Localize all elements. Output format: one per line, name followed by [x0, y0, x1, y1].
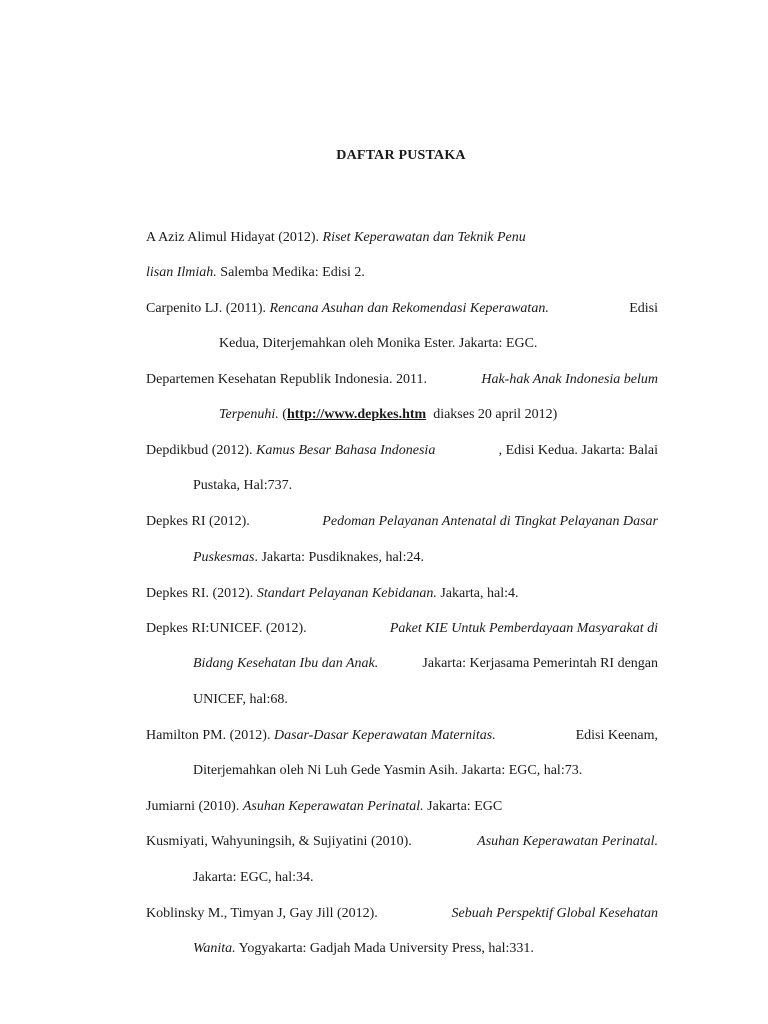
ref-title: Puskesmas	[193, 550, 255, 565]
ref-title: Standart Pelayanan Kebidanan.	[256, 586, 437, 601]
ref-title: Sebuah Perspektif Global Kesehatan	[451, 906, 658, 921]
ref-publisher: Diterjemahkan oleh Ni Luh Gede Yasmin Asih. Jakarta: EGC, hal:73.	[193, 763, 583, 778]
ref-author: A Aziz Alimul Hidayat (2012).	[146, 230, 323, 245]
reference-line	[146, 513, 658, 531]
ref-author: Kusmiyati, Wahyuningsih, & Sujiyatini (2010).	[146, 834, 416, 849]
reference-line	[146, 905, 658, 923]
reference-line	[193, 477, 292, 495]
ref-publisher: UNICEF, hal:68.	[193, 692, 288, 707]
ref-title: Bidang Kesehatan Ibu dan Anak.	[193, 656, 379, 671]
ref-publisher: Pustaka, Hal:737.	[193, 478, 293, 493]
ref-author: Depkes RI:UNICEF. (2012).	[146, 621, 311, 636]
ref-publisher: Jakarta: EGC	[423, 799, 503, 814]
reference-line	[219, 335, 537, 353]
ref-publisher: Jakarta: EGC, hal:34.	[193, 870, 314, 885]
reference-line	[146, 620, 658, 638]
reference-line	[193, 691, 288, 709]
ref-title: Terpenuhi.	[219, 407, 279, 422]
ref-publisher: , Edisi Kedua. Jakarta: Balai	[498, 443, 658, 458]
ref-author: Depkes RI. (2012).	[146, 586, 257, 601]
ref-title: Hak-hak Anak Indonesia belum	[481, 372, 658, 387]
reference-line	[146, 300, 658, 318]
reference-line	[146, 229, 526, 247]
reference-line	[146, 442, 658, 460]
ref-title: Riset Keperawatan dan Teknik Penu	[322, 230, 526, 245]
ref-publisher: Salemba Medika: Edisi 2.	[216, 265, 365, 280]
ref-title: Asuhan Keperawatan Perinatal.	[477, 834, 658, 849]
ref-paren: (	[278, 407, 287, 422]
ref-title: Kamus Besar Bahasa Indonesia	[256, 443, 436, 458]
ref-title: Paket KIE Untuk Pemberdayaan Masyarakat di	[389, 621, 658, 636]
reference-line	[146, 585, 519, 603]
ref-publisher: Kedua, Diterjemahkan oleh Monika Ester. Jakarta: EGC.	[219, 336, 538, 351]
ref-author: Hamilton PM. (2012).	[146, 728, 274, 743]
ref-title: Pedoman Pelayanan Antenatal di Tingkat Pelayanan Dasar	[322, 514, 658, 529]
ref-author: Depkes RI (2012).	[146, 514, 254, 529]
page-title: DAFTAR PUSTAKA	[336, 148, 466, 163]
reference-line	[146, 798, 502, 816]
ref-author: Jumiarni (2010).	[146, 799, 243, 814]
ref-publisher: . Jakarta: Pusdiknakes, hal:24.	[254, 550, 424, 565]
reference-line	[193, 549, 424, 567]
reference-line	[193, 655, 658, 673]
ref-link[interactable]: http://www.depkes.htm	[286, 407, 427, 422]
ref-publisher: Jakarta, hal:4.	[436, 586, 519, 601]
reference-line	[193, 762, 582, 780]
reference-line	[146, 264, 365, 282]
ref-title: Wanita.	[193, 941, 236, 956]
ref-title: Dasar-Dasar Keperawatan Maternitas.	[273, 728, 496, 743]
ref-title: Asuhan Keperawatan Perinatal.	[242, 799, 424, 814]
ref-author: Koblinsky M., Timyan J, Gay Jill (2012).	[146, 906, 382, 921]
reference-line	[193, 869, 314, 887]
reference-line	[146, 727, 658, 745]
reference-line	[219, 406, 557, 424]
ref-title: Rencana Asuhan dan Rekomendasi Keperawatan.	[269, 301, 549, 316]
ref-author: Depdikbud (2012).	[146, 443, 257, 458]
reference-line	[193, 940, 534, 958]
ref-author: Carpenito LJ. (2011).	[146, 301, 270, 316]
ref-edition: Edisi	[625, 301, 658, 316]
ref-publisher: Yogyakarta: Gadjah Mada University Press, hal:331.	[235, 941, 534, 956]
ref-publisher: Jakarta: Kerjasama Pemerintah RI dengan	[418, 656, 658, 671]
ref-title: lisan Ilmiah.	[146, 265, 217, 280]
reference-line	[146, 833, 658, 851]
ref-access-date: diakses 20 april 2012)	[426, 407, 558, 422]
reference-line	[146, 371, 658, 389]
ref-author: Departemen Kesehatan Republik Indonesia. 2011.	[146, 372, 431, 387]
ref-edition: Edisi Keenam,	[572, 728, 658, 743]
